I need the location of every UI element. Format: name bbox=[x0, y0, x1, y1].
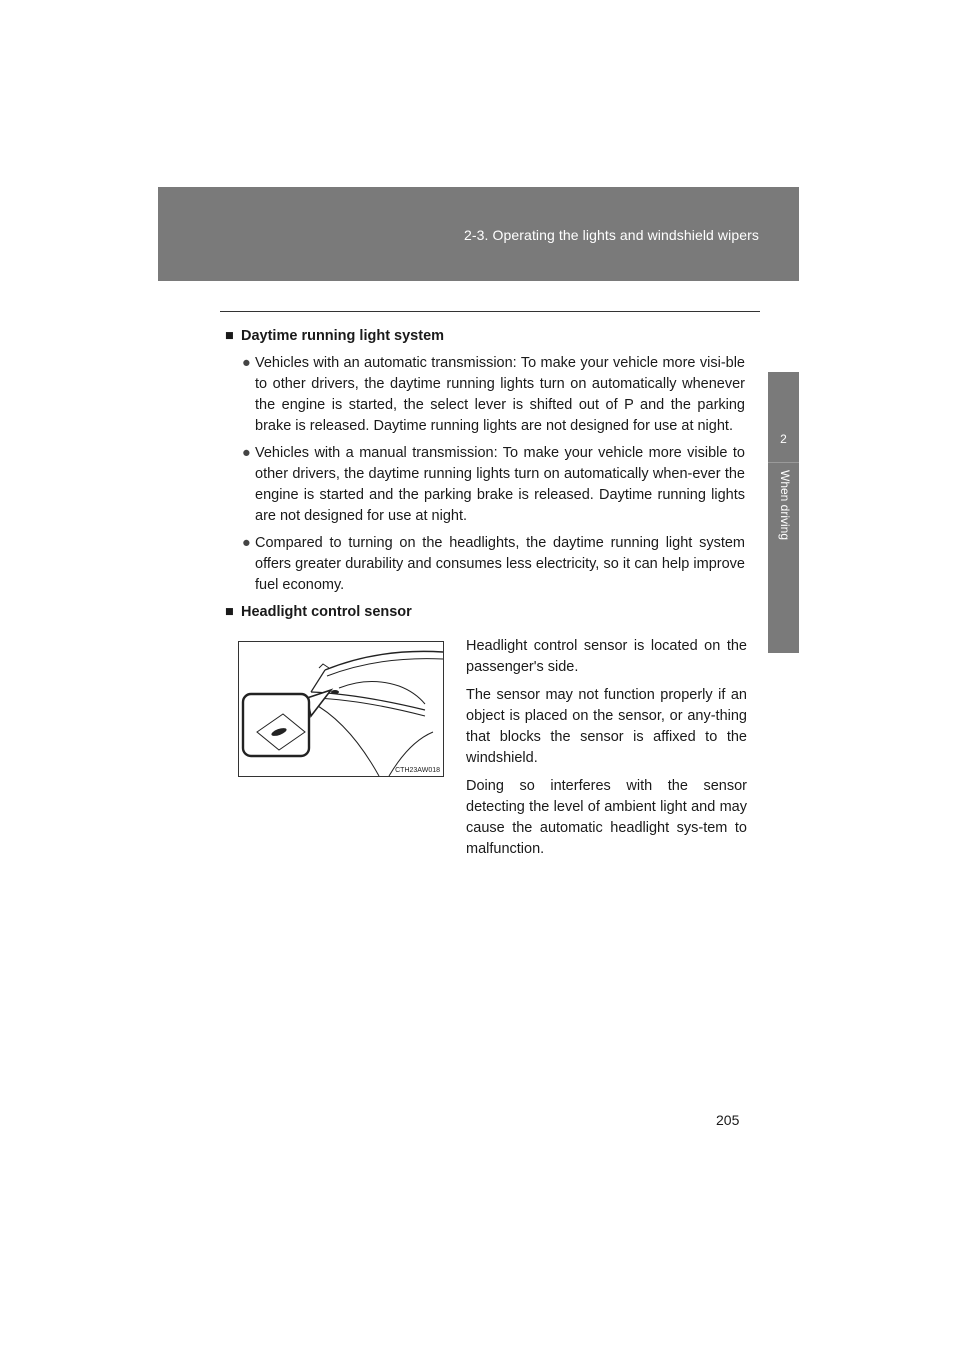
section-title: 2-3. Operating the lights and windshield wipers bbox=[464, 227, 759, 243]
chapter-side-tab bbox=[768, 372, 799, 653]
figure-code: CTH23AW018 bbox=[395, 767, 440, 774]
heading-square-marker: ■ bbox=[225, 328, 234, 344]
sensor-description bbox=[466, 636, 747, 867]
daytime-heading-text: Daytime running light system bbox=[241, 328, 445, 344]
sensor-heading bbox=[225, 602, 745, 623]
list-item bbox=[225, 533, 745, 596]
sensor-paragraph: Headlight control sensor is located on the passenger's side. bbox=[466, 638, 747, 675]
bullet-text: Compared to turning on the headlights, the daytime running light system offers greater durability and consumes less electricity, so it can help improve fuel economy. bbox=[255, 535, 745, 593]
windshield-sensor-drawing bbox=[239, 642, 443, 776]
bullet-dot: ● bbox=[242, 355, 251, 371]
sensor-paragraph: The sensor may not function properly if an object is placed on the sensor, or any-thing that blocks the sensor is affixed to the windshield. bbox=[466, 687, 747, 766]
header-band bbox=[158, 187, 799, 281]
bullet-text: Vehicles with an automatic transmission: To make your vehicle more visi-ble to other drivers, the daytime running lights turn on automatically whenever the engine is started, the select lever is shifted out of P and the parking brake is released. Daytime running lights are not designed for use at night. bbox=[255, 355, 745, 434]
daytime-heading bbox=[225, 326, 745, 347]
bullet-text: Vehicles with a manual transmission: To make your vehicle more visible to other drivers, the daytime running lights turn on automatically when-ever the engine is started and the parking brake is released. Daytime running lights are not designed for use at night. bbox=[255, 445, 745, 524]
chapter-number: 2 bbox=[780, 432, 787, 446]
side-tab-divider bbox=[768, 462, 799, 463]
section-rule bbox=[220, 311, 760, 312]
sensor-paragraph: Doing so interferes with the sensor detecting the level of ambient light and may cause the automatic headlight sys-tem to malfunction. bbox=[466, 778, 747, 857]
list-item bbox=[225, 353, 745, 437]
sensor-location-illustration bbox=[238, 641, 444, 777]
bullet-dot: ● bbox=[242, 535, 251, 551]
bullet-dot: ● bbox=[242, 445, 251, 461]
page-number: 205 bbox=[716, 1112, 740, 1128]
main-content bbox=[225, 326, 745, 623]
heading-square-marker: ■ bbox=[225, 604, 234, 620]
sensor-heading-text: Headlight control sensor bbox=[241, 604, 412, 620]
list-item bbox=[225, 443, 745, 527]
chapter-label: When driving bbox=[778, 470, 792, 541]
